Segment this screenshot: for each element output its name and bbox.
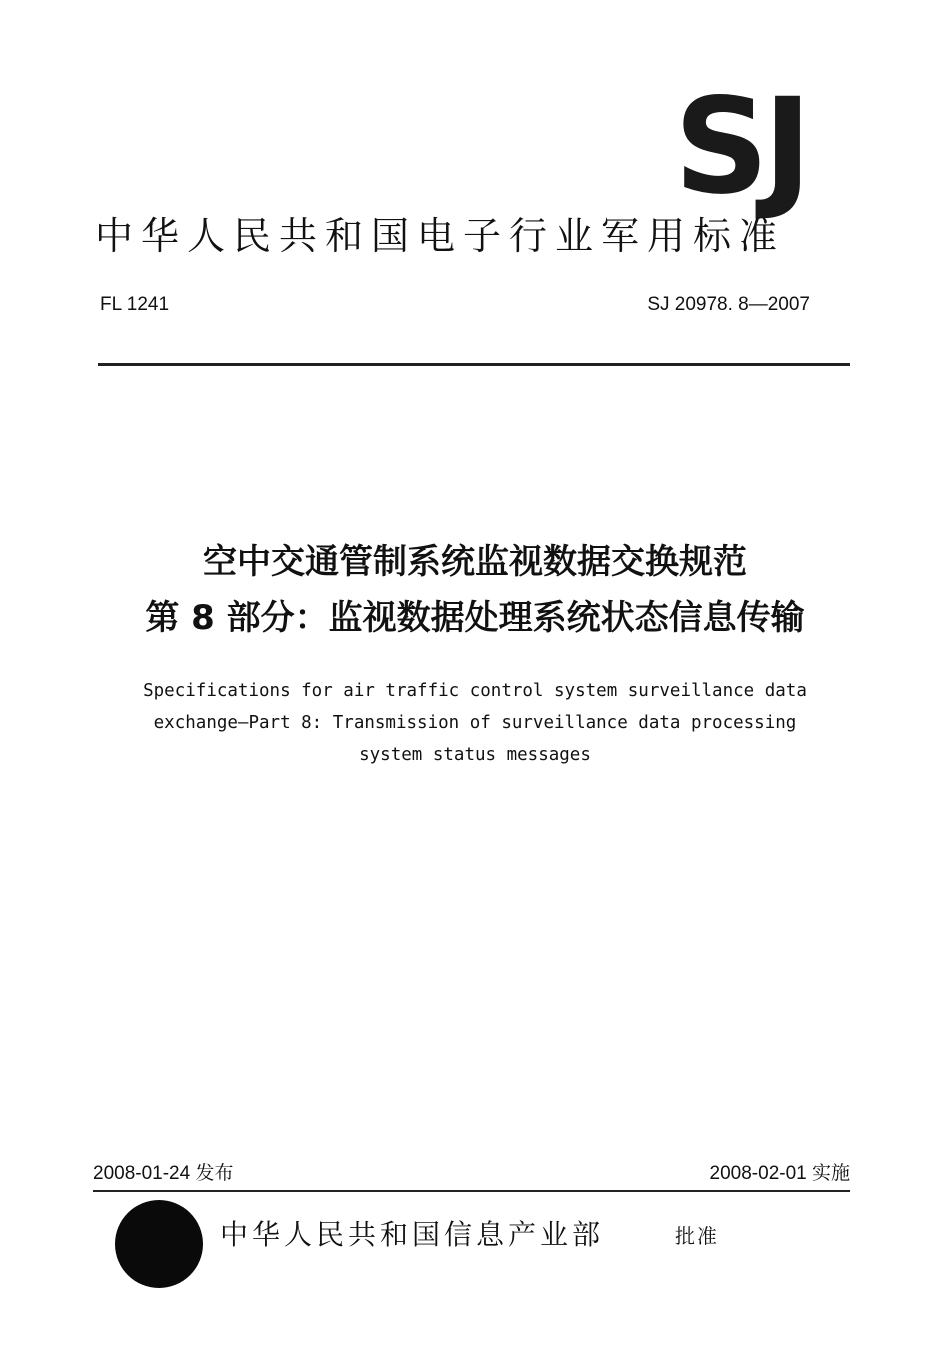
title-en-line1: Specifications for air traffic control system surveillance data [143,681,807,701]
seal-emblem [115,1200,203,1288]
title-cn-line2: 第 8 部分：监视数据处理系统状态信息传输 [145,598,805,638]
header-divider [98,363,850,366]
approval-label: 批准 [675,1224,719,1248]
title-cn-line1: 空中交通管制系统监视数据交换规范 [203,542,747,582]
standard-number: SJ 20978. 8—2007 [647,294,810,315]
issue-date: 2008-01-24 发布 [93,1163,234,1184]
sj-logo: SJ [673,70,807,224]
implementation-date: 2008-02-01 实施 [709,1163,850,1184]
footer-divider [93,1190,850,1192]
title-en-line2: exchange—Part 8: Transmission of surveillance data processing [153,713,797,733]
fl-code: FL 1241 [100,294,170,315]
issuing-authority: 中华人民共和国信息产业部 [220,1218,605,1251]
standard-category: 中华人民共和国电子行业军用标准 [95,214,786,258]
title-en-line3: system status messages [359,745,591,765]
